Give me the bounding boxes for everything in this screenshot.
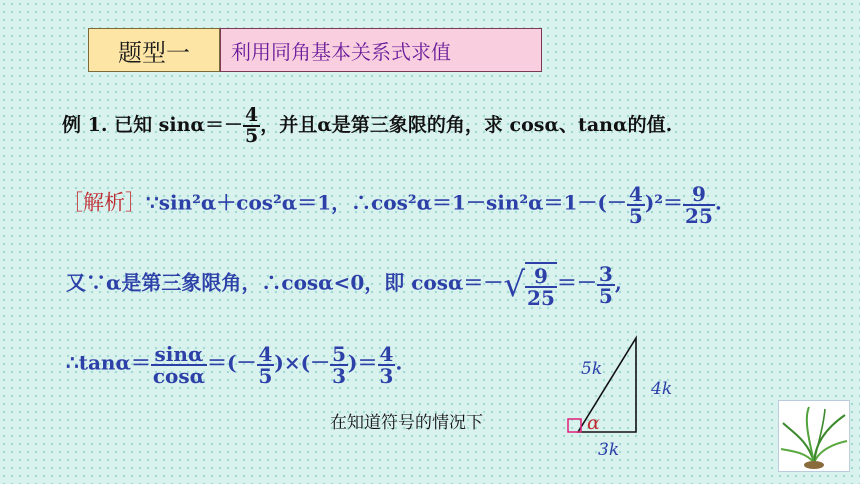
vertical-side-label: 4k bbox=[651, 379, 673, 399]
solution-line-2 bbox=[66, 262, 622, 308]
line3-fraction-2: $\frac{4}{5}$ bbox=[258, 342, 273, 388]
line3-fraction-4: $\frac{4}{3}$ bbox=[379, 342, 394, 388]
base-label: 3k bbox=[598, 440, 620, 460]
line2-sqrt-fraction: $\frac{9}{25}$ bbox=[527, 264, 555, 310]
line1-text-b: )²＝ bbox=[644, 190, 684, 215]
hypotenuse-label: 5k bbox=[581, 359, 603, 379]
sign-note: 在知道符号的情况下 bbox=[330, 413, 483, 433]
line3-text-e: . bbox=[395, 350, 403, 375]
line3-text-b: ＝(－ bbox=[207, 350, 257, 375]
line3-text-a: ∴tanα＝ bbox=[66, 350, 151, 375]
angle-alpha-label: α bbox=[587, 412, 600, 434]
line1-text-c: . bbox=[714, 190, 722, 215]
line2-text-c: , bbox=[614, 270, 622, 295]
line1-fraction-1: $\frac{4}{5}$ bbox=[628, 182, 643, 228]
line2-text-b: ＝－ bbox=[556, 270, 597, 295]
sqrt-symbol: √ bbox=[503, 265, 526, 305]
orchid-plant-image bbox=[778, 400, 850, 472]
line1-text-a: ∵sin²α＋cos²α＝1，∴cos²α＝1－sin²α＝1－(－ bbox=[146, 190, 627, 215]
line2-fraction: $\frac{3}{5}$ bbox=[598, 262, 613, 308]
line3-text-c: )×(－ bbox=[274, 350, 331, 375]
topic-type-label: 题型一 bbox=[118, 38, 190, 67]
solution-line-1 bbox=[62, 184, 722, 226]
example-fraction: $\frac{4}{5}$ bbox=[245, 104, 259, 147]
line3-fraction-3: $\frac{5}{3}$ bbox=[332, 342, 347, 388]
line1-fraction-2: $\frac{9}{25}$ bbox=[685, 182, 713, 228]
example-prefix: 例 1. 已知 sinα＝－ bbox=[62, 114, 244, 136]
plant-icon bbox=[779, 401, 849, 471]
topic-title-label: 利用同角基本关系式求值 bbox=[231, 39, 451, 64]
example-statement bbox=[62, 106, 672, 146]
line2-text-a: 又∵α是第三象限角，∴cosα<0，即 cosα＝－ bbox=[66, 270, 504, 295]
topic-title-tag bbox=[220, 28, 542, 72]
line3-text-d: )＝ bbox=[348, 350, 378, 375]
topic-type-tag bbox=[88, 28, 220, 72]
solution-line-3 bbox=[66, 344, 402, 386]
analysis-label: ［解析］ bbox=[62, 190, 146, 215]
example-suffix: ，并且α是第三象限的角，求 cosα、tanα的值. bbox=[260, 114, 673, 136]
line3-fraction-1: $\frac{\sin\alpha}{\cos\alpha}$ bbox=[152, 342, 206, 388]
